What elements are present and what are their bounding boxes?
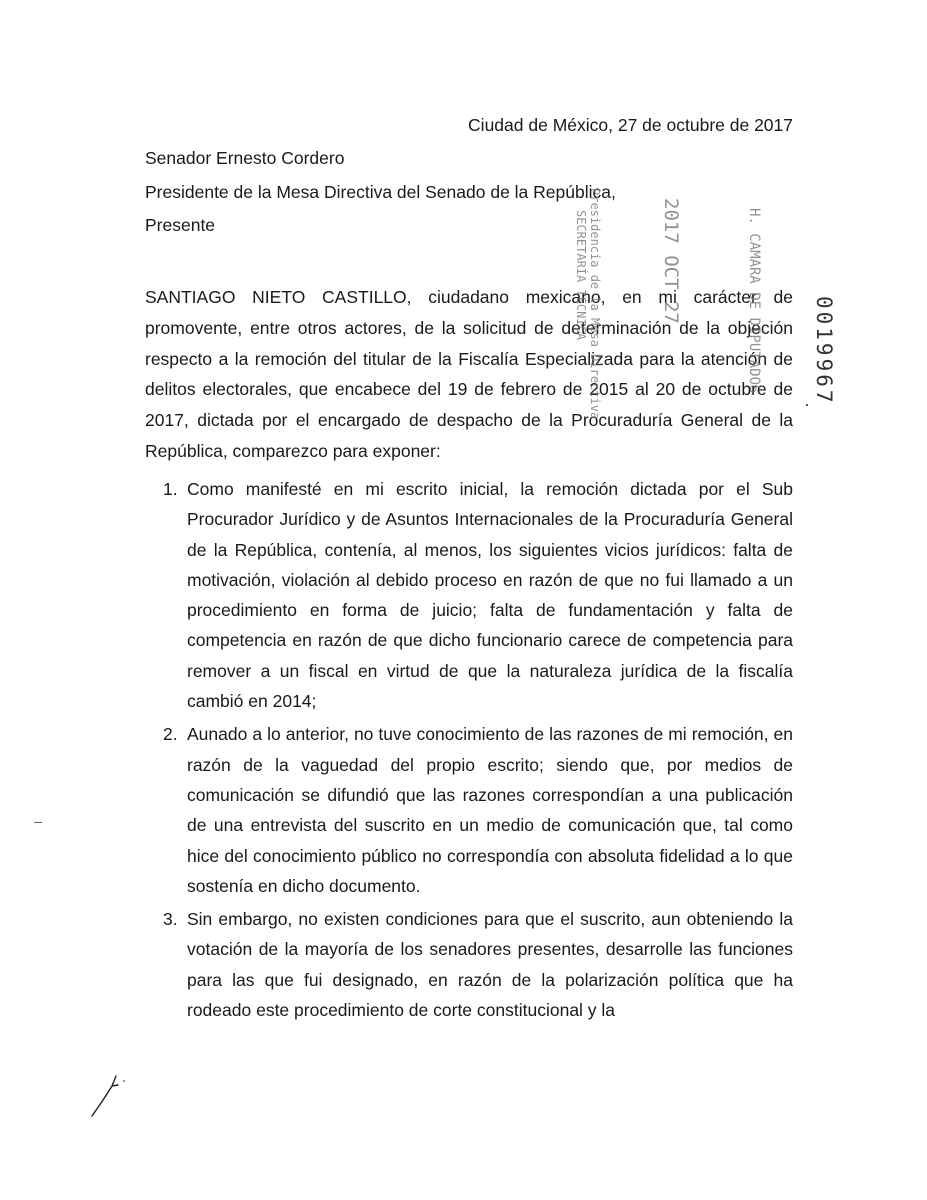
- folio-number: 0019967: [812, 296, 836, 406]
- stamp-presidencia: Presidencia de la Mesa Directiva: [588, 188, 602, 420]
- intro-paragraph: SANTIAGO NIETO CASTILLO, ciudadano mexicano, en mi carácter de promovente, entre otros actores, de la solicitud de determinación de la objeción respecto a la remoción del titular de la Fiscalía Especializada para la atención de delitos electorales, que encabece del 19 de febrero de 2015 al 20 de octubre de 2017, dictada por el encargado de despacho de la Procuraduría General de la República, comparezco para exponer:: [145, 287, 793, 461]
- recipient-position: Presidente de la Mesa Directiva del Senado de la República,: [145, 182, 616, 202]
- list-item-number: 3.: [163, 909, 178, 930]
- margin-dot: [806, 404, 808, 406]
- list-item-text: Como manifesté en mi escrito inicial, la remoción dictada por el Sub Procurador Jurídico y de Asuntos Internacionales de la Procuraduría General de la República, contenía, al menos, los siguientes vicios jurídicos: falta de motivación, violación al debido proceso en razón de que no fui llamado a un procedimiento en forma de juicio; falta de fundamentación y falta de competencia en razón de que dicho funcionario carece de competencia para remover a un fiscal en virtud de que la naturaleza jurídica de la fiscalía cambió en 2014;: [187, 479, 793, 712]
- list-item-number: 1.: [163, 479, 178, 499]
- stamp-secretaria: SECRETARÍA TÉCNICA: [574, 210, 588, 341]
- stamp-chamber: H. CAMARA DE DIPUTADOS: [746, 208, 762, 394]
- list-item: [145, 474, 793, 716]
- stamp-date: 2017 OCT 27: [660, 198, 682, 324]
- recipient-name: Senador Ernesto Cordero: [145, 148, 345, 168]
- list-item-text: Aunado a lo anterior, no tuve conocimiento de las razones de mi remoción, en razón de la vaguedad del propio escrito; siendo que, por medios de comunicación se difundió que las razones correspondían a una publicación de una entrevista del suscrito en un medio de comunicación que, tal como hice del conocimiento público no correspondía con absoluta fidelidad a lo que sostenía en dicho documento.: [187, 724, 793, 896]
- list-item: [145, 719, 793, 901]
- list-item-number: 2.: [163, 724, 178, 745]
- recipient-greeting: Presente: [145, 215, 216, 235]
- initial-signature-icon: [84, 1072, 134, 1122]
- points-list: [145, 474, 793, 1028]
- list-item-text: Sin embargo, no existen condiciones para que el suscrito, aun obteniendo la votación de la mayoría de los senadores presentes, desarrolle las funciones para las que fui designado, en razón de la polarización política que ha rodeado este procedimiento de corte constitucional y la: [187, 909, 793, 1021]
- margin-dash: [34, 822, 42, 823]
- list-item: [145, 904, 793, 1025]
- date-line: Ciudad de México, 27 de octubre de 2017: [468, 115, 793, 135]
